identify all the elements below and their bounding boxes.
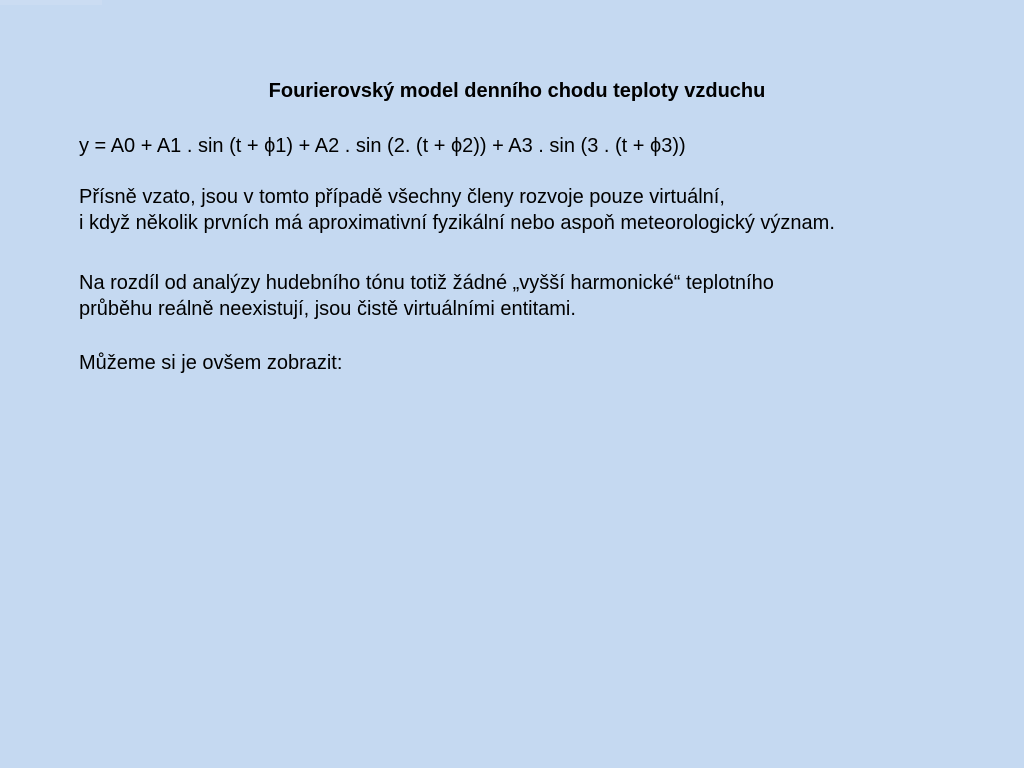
- corner-mark: [0, 0, 102, 5]
- paragraph-line: i když několik prvních má aproximativní fyzikální nebo aspoň meteorologický význam.: [79, 212, 835, 234]
- paragraph-line: Na rozdíl od analýzy hudebního tónu totiž žádné „vyšší harmonické“ teplotního: [79, 272, 774, 294]
- paragraph-harmonics: [79, 270, 1009, 322]
- paragraph-display: Můžeme si je ovšem zobrazit:: [79, 352, 343, 374]
- fourier-formula: y = A0 + A1 . sin (t + ϕ1) + A2 . sin (2. (t + ϕ2)) + A3 . sin (3 . (t + ϕ3)): [79, 135, 686, 157]
- slide-title: Fourierovský model denního chodu teploty vzduchu: [268, 80, 766, 102]
- paragraph-virtual-terms: [79, 184, 1009, 236]
- paragraph-line: průběhu reálně neexistují, jsou čistě virtuálními entitami.: [79, 298, 576, 320]
- paragraph-line: Přísně vzato, jsou v tomto případě všechny členy rozvoje pouze virtuální,: [79, 186, 725, 208]
